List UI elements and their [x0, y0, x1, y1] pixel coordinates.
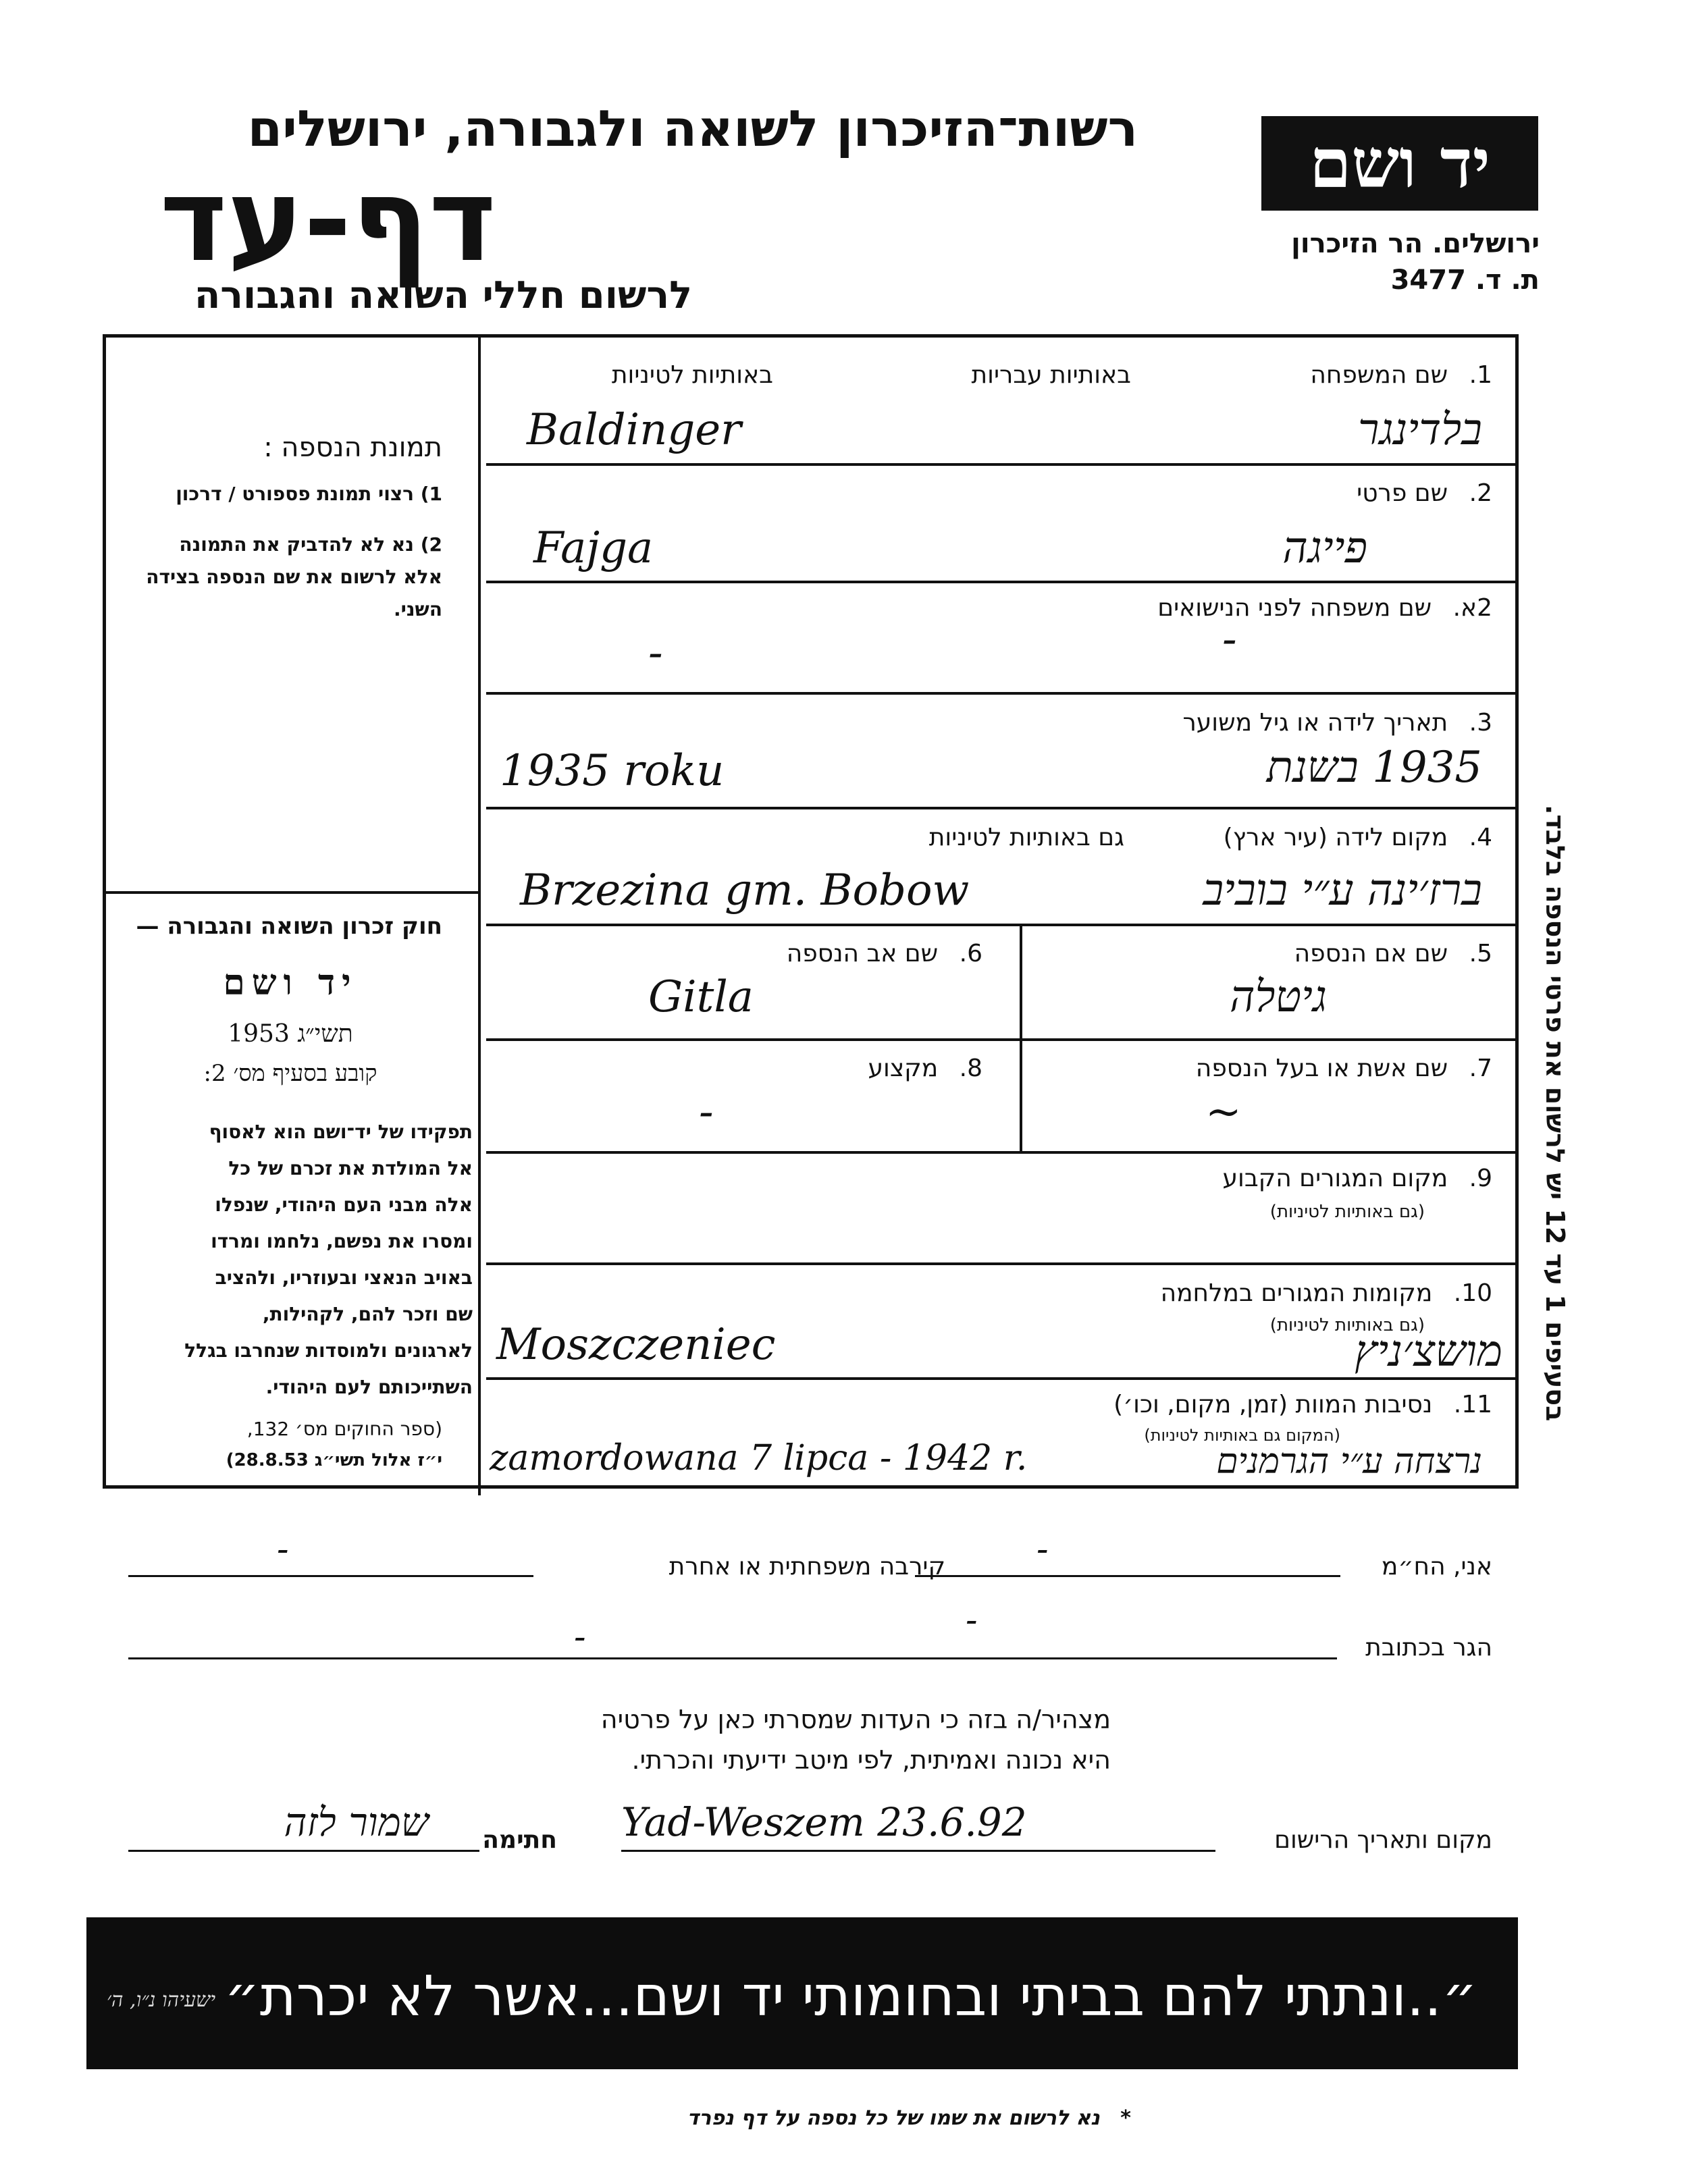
address-line-1: ירושלים. הר הזיכרון: [1291, 228, 1540, 259]
field-11-label: [1113, 1391, 1492, 1418]
field-3-label: [1182, 709, 1492, 737]
place-date-line[interactable]: [621, 1850, 1215, 1852]
field-10-note: (גם באותיות לטיניות): [1269, 1315, 1425, 1335]
field-4-latin-column: גם באותיות לטיניות: [928, 824, 1124, 851]
field-number: 3.: [1469, 709, 1492, 737]
field-label: שם אשת או בעל הנספה: [1195, 1055, 1448, 1082]
address-value-1[interactable]: -: [574, 1617, 586, 1657]
field-2-hebrew-value[interactable]: פייגה: [1282, 523, 1367, 573]
field-9-label: [1223, 1165, 1492, 1192]
left-panel-divider: [103, 891, 481, 894]
declarant-label: אני, הח״מ: [1381, 1553, 1492, 1580]
signature-value[interactable]: שמור לזה: [284, 1799, 429, 1845]
field-6-value[interactable]: Gitla: [648, 972, 754, 1022]
address-line-2: ת. ד. 3477: [1390, 265, 1540, 296]
row-divider: [486, 1151, 1517, 1154]
banner-source: ישעיהו נ״ו, ה׳: [107, 1988, 216, 2012]
relation-line[interactable]: [128, 1575, 533, 1577]
law-text-line: תפקידו של יד־ושם הוא לאסוף: [209, 1121, 473, 1143]
place-date-label: מקום ותאריך הרישום: [1274, 1826, 1492, 1854]
field-10-latin-value[interactable]: Moszczeniec: [496, 1320, 776, 1370]
field-3-latin-value[interactable]: 1935 roku: [500, 746, 725, 796]
field-10-hebrew-value[interactable]: מושצ׳ניץ: [1355, 1327, 1502, 1377]
field-number: 4.: [1469, 824, 1492, 851]
field-11-latin-value[interactable]: zamordowana 7 lipca - 1942 r.: [490, 1438, 1028, 1479]
footer-note: [687, 2106, 1131, 2130]
address-line[interactable]: [128, 1657, 1337, 1659]
field-label: שם אם הנספה: [1294, 940, 1448, 967]
field-2-label: [1357, 479, 1492, 507]
quote-banner: [86, 1917, 1518, 2069]
field-1-latin-value[interactable]: Baldinger: [527, 405, 741, 455]
relation-label: קירבה משפחתית או אחרת: [668, 1553, 945, 1580]
row-5-8-divider: [1020, 924, 1022, 1038]
law-title: חוק זכרון השואה והגבורה —: [136, 913, 442, 940]
subtitle: לרשום חללי השואה והגבורה: [194, 273, 692, 317]
field-number: 10.: [1453, 1279, 1492, 1307]
field-label: שם פרטי: [1357, 479, 1448, 507]
field-2-latin-value[interactable]: Fajga: [533, 523, 654, 573]
signature-label: חתימה: [482, 1826, 557, 1854]
signature-line[interactable]: [128, 1850, 479, 1852]
field-number: 1.: [1469, 361, 1492, 389]
field-number: 8.: [959, 1055, 982, 1082]
field-number: 11.: [1453, 1391, 1492, 1418]
row-divider: [486, 463, 1517, 466]
field-label: מקצוע: [868, 1055, 939, 1082]
photo-note-2c: השני.: [393, 598, 442, 620]
row-divider: [486, 692, 1517, 695]
law-ref-1: (ספר החוקים מס׳ 132,: [246, 1418, 442, 1440]
law-text-line: השתייכותם לעם היהודי.: [265, 1376, 473, 1398]
declarant-name-value[interactable]: -: [1037, 1529, 1049, 1570]
field-8-label: [868, 1055, 982, 1082]
address-value-2[interactable]: -: [966, 1600, 978, 1641]
declarant-name-line[interactable]: [915, 1575, 1340, 1577]
law-text: [122, 1114, 473, 1406]
field-11-note: (המקום גם באותיות לטיניות): [1144, 1426, 1340, 1445]
field-number: 5.: [1469, 940, 1492, 967]
law-text-line: באויב הנאצי ובעוזריו, ולהציב: [215, 1267, 473, 1289]
law-text-line: לארגונים ולמוסדות שנחרבו בגלל: [184, 1339, 473, 1362]
authority-title: רשות־הזיכרון לשואה ולגבורה, ירושלים: [247, 100, 1138, 158]
field-number: 2.: [1469, 479, 1492, 507]
field-3-hebrew-value[interactable]: 1935 בשנת: [1266, 743, 1482, 793]
field-label: שם המשפחה: [1310, 361, 1448, 389]
page-title: דף-עד: [159, 154, 496, 288]
law-text-line: שם וזכר להם, לקהילות,: [262, 1303, 473, 1325]
field-5-label: [1294, 940, 1492, 967]
field-2a-label: [1157, 594, 1492, 622]
photo-note-2: 2) נא לא להדביק את התמונה: [179, 533, 442, 556]
footer-star: *: [1120, 2106, 1131, 2130]
law-ref-2: י״ז אלול תשי״ג 28.8.53): [226, 1450, 442, 1470]
field-7-value[interactable]: ~: [1205, 1087, 1242, 1137]
field-label: תאריך לידה או גיל משוער: [1182, 709, 1448, 737]
field-1-hebrew-value[interactable]: בלדינגר: [1358, 405, 1482, 455]
field-1-label: [1310, 361, 1492, 389]
logo-text: יד ושם: [1309, 124, 1490, 203]
declaration-statement-1: מצהיר/ה בזה כי העדות שמסרתי כאן על פרטיה: [600, 1705, 1111, 1734]
law-text-line: ומסרו את נפשם, נלחמו ומרדו: [211, 1230, 473, 1252]
field-7-label: [1196, 1055, 1492, 1082]
field-label: שם משפחה לפני הנישואים: [1157, 594, 1432, 622]
side-note: [1529, 733, 1570, 1421]
row-divider: [486, 1262, 1517, 1265]
field-10-label: [1161, 1279, 1492, 1307]
place-date-value[interactable]: Yad-Weszem 23.6.92: [621, 1799, 1027, 1845]
declaration-statement-2: היא נכונה ואמיתית, לפי מיטב ידיעתי והכרתי.: [631, 1745, 1111, 1775]
field-number: 9.: [1469, 1165, 1492, 1192]
row-divider: [486, 1038, 1517, 1041]
field-6-label: [787, 940, 982, 967]
yad-vashem-logo: [1261, 116, 1538, 211]
field-4-latin-value[interactable]: Brzezina gm. Bobow: [520, 865, 970, 915]
row-divider: [486, 807, 1517, 809]
field-5-value[interactable]: גיטלה: [1230, 972, 1327, 1022]
photo-note-1: 1) רצוי תמונת פספורט / דרכון: [176, 483, 442, 505]
row-5-8-divider: [1020, 1038, 1022, 1151]
field-9-note: (גם באותיות לטיניות): [1269, 1202, 1425, 1222]
latin-letters-column: באותיות לטיניות: [611, 361, 773, 389]
law-text-line: אל המולדת את זכרם של כל: [228, 1157, 473, 1179]
law-clause: קובע בסעיף מס׳ 2:: [203, 1060, 377, 1087]
field-2a-value-latin[interactable]: -: [648, 628, 663, 678]
field-11-hebrew-value[interactable]: נרצחה ע״י הגרמנים: [1216, 1441, 1482, 1482]
field-8-value[interactable]: -: [699, 1087, 714, 1137]
side-note-text: בסעיפים 1 עד 12 יש לרשום את פרטי הנספה בלבד.: [1540, 804, 1570, 1421]
field-label: מקומות המגורים במלחמה: [1160, 1279, 1433, 1307]
row-divider: [486, 1377, 1517, 1380]
law-year: תשי״ג 1953: [228, 1020, 353, 1048]
relation-value[interactable]: -: [277, 1529, 289, 1570]
field-label: מקום המגורים הקבוע: [1222, 1165, 1448, 1192]
field-4-label: [1224, 824, 1492, 851]
form-bottom-border: [103, 1485, 1519, 1488]
field-number: 6.: [959, 940, 982, 967]
law-text-line: אלה מבני העם היהודי, שנפלו: [215, 1194, 473, 1216]
address-label: הגר בכתובת: [1365, 1634, 1492, 1661]
field-4-hebrew-value[interactable]: ברז׳ינה ע״י בוביב: [1203, 865, 1482, 915]
row-divider: [486, 581, 1517, 583]
hebrew-letters-column: באותיות עבריות: [971, 361, 1131, 389]
photo-note-2b: אלא לרשום את שם הנספה בצידה: [146, 566, 442, 588]
field-2a-value-hebrew[interactable]: -: [1222, 614, 1237, 664]
field-label: מקום לידה (עיר ארץ): [1223, 824, 1448, 851]
banner-quote: ״..ונתתי להם בביתי ובחומותי יד ושם...אשר לא יכרת״: [224, 1965, 1477, 2029]
row-divider: [486, 924, 1517, 926]
law-name: יד ושם: [223, 962, 358, 1003]
field-label: נסיבות המוות (זמן, מקום, וכו׳): [1113, 1391, 1433, 1418]
photo-heading: תמונת הנספה :: [263, 432, 442, 463]
field-label: שם אב הנספה: [786, 940, 939, 967]
footer-text: נא לרשום את שמו של כל נספה על דף נפרד: [687, 2106, 1100, 2130]
field-number: 7.: [1469, 1055, 1492, 1082]
field-number: 2א.: [1452, 594, 1492, 622]
left-column-divider: [478, 334, 481, 1495]
